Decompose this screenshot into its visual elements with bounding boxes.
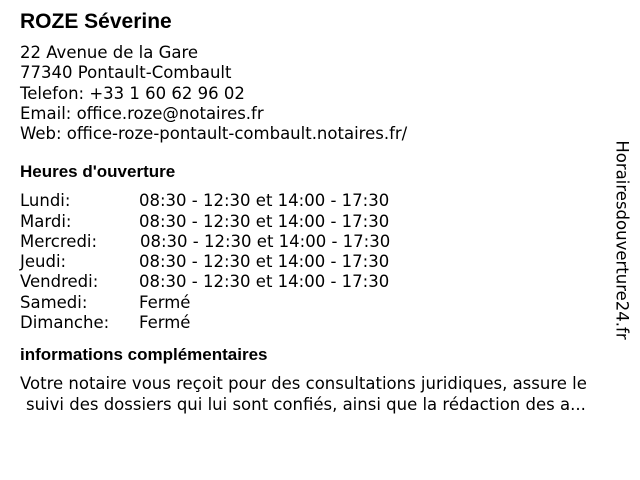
hours-row-tuesday xyxy=(20,212,610,232)
day-label: Dimanche: xyxy=(20,312,110,332)
site-watermark: Horairesdouverture24.fr xyxy=(612,140,632,340)
info-heading: informations complémentaires xyxy=(20,344,268,364)
address-street: 22 Avenue de la Gare xyxy=(20,43,199,62)
email-address: Email: office.roze@notaires.fr xyxy=(20,103,264,123)
day-label: Samedi: xyxy=(20,292,88,312)
phone-number: Telefon: +33 1 60 62 96 02 xyxy=(20,83,245,103)
contact-block xyxy=(20,43,610,144)
description-line-1: Votre notaire vous reçoit pour des consultations juridiques, assure le xyxy=(20,373,587,393)
hours-row-wednesday xyxy=(20,232,610,252)
website-url: Web: office-roze-pontault-combault.notaires.fr/ xyxy=(20,124,408,144)
hours-heading: Heures d'ouverture xyxy=(20,162,176,182)
business-name: ROZE Séverine xyxy=(20,10,172,33)
business-card xyxy=(20,8,610,415)
opening-hours-table xyxy=(20,191,610,332)
day-times: 08:30 - 12:30 et 14:00 - 17:30 xyxy=(139,191,390,211)
hours-row-friday xyxy=(20,272,610,292)
hours-row-thursday xyxy=(20,252,610,272)
day-times: Fermé xyxy=(139,312,191,332)
day-label: Lundi: xyxy=(20,191,71,211)
day-times: 08:30 - 12:30 et 14:00 - 17:30 xyxy=(139,272,390,292)
day-label: Mercredi: xyxy=(20,231,98,251)
day-label: Jeudi: xyxy=(20,252,67,272)
day-times: 08:30 - 12:30 et 14:00 - 17:30 xyxy=(140,231,391,251)
hours-row-monday xyxy=(20,191,610,211)
day-times: 08:30 - 12:30 et 14:00 - 17:30 xyxy=(139,211,390,231)
day-label: Mardi: xyxy=(20,211,72,231)
hours-row-sunday xyxy=(20,313,610,333)
hours-row-saturday xyxy=(20,293,610,313)
description-text xyxy=(20,373,610,415)
description-line-2: suivi des dossiers qui lui sont confiés, ainsi que la rédaction des a... xyxy=(26,394,586,414)
day-times: Fermé xyxy=(139,292,191,312)
day-label: Vendredi: xyxy=(20,272,99,292)
address-city: 77340 Pontault-Combault xyxy=(20,63,232,83)
day-times: 08:30 - 12:30 et 14:00 - 17:30 xyxy=(139,252,390,272)
